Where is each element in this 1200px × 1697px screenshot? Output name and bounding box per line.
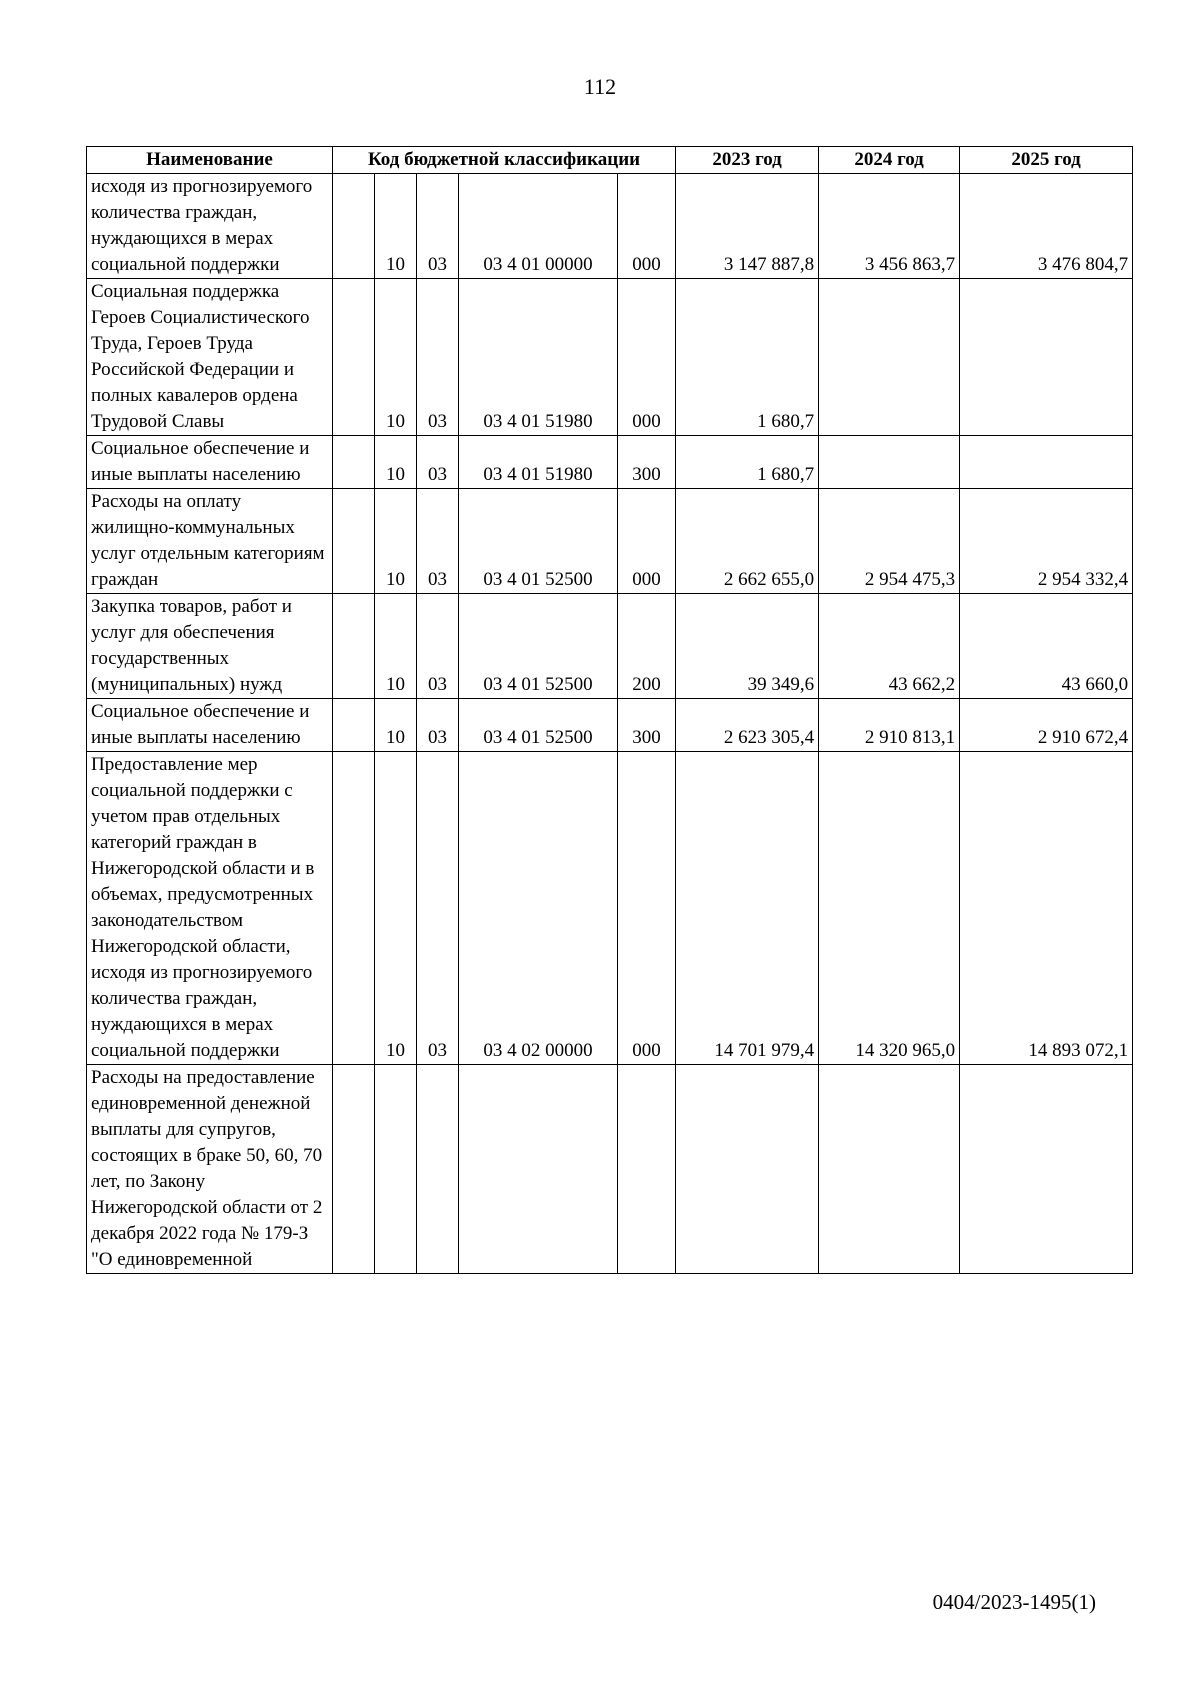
row-section: 10: [375, 174, 417, 279]
row-target-code: 03 4 01 52500: [459, 594, 618, 699]
table-row: [87, 752, 1133, 1065]
row-2024: [819, 279, 960, 436]
row-subsection: 03: [417, 752, 459, 1065]
row-2025: [960, 279, 1133, 436]
row-expense-type: 200: [618, 594, 676, 699]
row-code-1: [333, 489, 375, 594]
row-code-1: [333, 436, 375, 489]
row-section: 10: [375, 279, 417, 436]
row-target-code: [459, 1065, 618, 1274]
row-subsection: 03: [417, 699, 459, 752]
row-2024: 2 910 813,1: [819, 699, 960, 752]
row-expense-type: 300: [618, 699, 676, 752]
row-code-1: [333, 594, 375, 699]
table-row: [87, 436, 1133, 489]
row-target-code: 03 4 01 52500: [459, 699, 618, 752]
row-subsection: [417, 1065, 459, 1274]
row-target-code: 03 4 01 51980: [459, 436, 618, 489]
row-code-1: [333, 279, 375, 436]
header-name: Наименование: [87, 147, 333, 174]
row-2025: 2 910 672,4: [960, 699, 1133, 752]
table-row: [87, 279, 1133, 436]
row-2023: 39 349,6: [676, 594, 819, 699]
row-code-1: [333, 174, 375, 279]
row-expense-type: 000: [618, 752, 676, 1065]
table-row: [87, 489, 1133, 594]
header-code: Код бюджетной классификации: [333, 147, 676, 174]
row-2023: 2 623 305,4: [676, 699, 819, 752]
header-row: [87, 147, 1133, 174]
row-section: [375, 1065, 417, 1274]
row-expense-type: [618, 1065, 676, 1274]
row-subsection: 03: [417, 489, 459, 594]
row-name: Закупка товаров, работ и услуг для обеспечения государственных (муниципальных) нужд: [87, 594, 333, 699]
row-subsection: 03: [417, 279, 459, 436]
row-target-code: 03 4 01 51980: [459, 279, 618, 436]
row-name: Расходы на предоставление единовременной денежной выплаты для супругов, состоящих в браке 50, 60, 70 лет, по Закону Нижегородской области от 2 декабря 2022 года № 179-З "О единовременной: [87, 1065, 333, 1274]
table-row: [87, 699, 1133, 752]
row-code-1: [333, 752, 375, 1065]
row-2023: 1 680,7: [676, 279, 819, 436]
row-2024: 2 954 475,3: [819, 489, 960, 594]
row-name: исходя из прогнозируемого количества граждан, нуждающихся в мерах социальной поддержки: [87, 174, 333, 279]
budget-table: [86, 146, 1133, 1274]
row-section: 10: [375, 489, 417, 594]
row-2024: 43 662,2: [819, 594, 960, 699]
row-2025: [960, 1065, 1133, 1274]
table-row: [87, 1065, 1133, 1274]
row-2023: 1 680,7: [676, 436, 819, 489]
row-expense-type: 000: [618, 174, 676, 279]
header-2025: 2025 год: [960, 147, 1133, 174]
row-2024: 14 320 965,0: [819, 752, 960, 1065]
row-code-1: [333, 1065, 375, 1274]
row-name: Расходы на оплату жилищно-коммунальных услуг отдельным категориям граждан: [87, 489, 333, 594]
document-code: 0404/2023-1495(1): [932, 1590, 1096, 1614]
header-2024: 2024 год: [819, 147, 960, 174]
row-section: 10: [375, 594, 417, 699]
row-target-code: 03 4 01 00000: [459, 174, 618, 279]
row-section: 10: [375, 436, 417, 489]
row-2023: 2 662 655,0: [676, 489, 819, 594]
row-2024: [819, 436, 960, 489]
row-2023: 14 701 979,4: [676, 752, 819, 1065]
table-row: [87, 594, 1133, 699]
row-2025: 2 954 332,4: [960, 489, 1133, 594]
row-2025: [960, 436, 1133, 489]
row-code-1: [333, 699, 375, 752]
row-2023: [676, 1065, 819, 1274]
row-2025: 3 476 804,7: [960, 174, 1133, 279]
row-2024: 3 456 863,7: [819, 174, 960, 279]
row-expense-type: 000: [618, 279, 676, 436]
row-expense-type: 300: [618, 436, 676, 489]
row-name: Предоставление мер социальной поддержки с учетом прав отдельных категорий граждан в Нижегородской области и в объемах, предусмотренных законодательством Нижегородской области, исходя из прогнозируемого количества граждан, нуждающихся в мерах социальной поддержки: [87, 752, 333, 1065]
row-name: Социальная поддержка Героев Социалистического Труда, Героев Труда Российской Федерации и полных кавалеров ордена Трудовой Славы: [87, 279, 333, 436]
row-subsection: 03: [417, 436, 459, 489]
row-section: 10: [375, 752, 417, 1065]
header-2023: 2023 год: [676, 147, 819, 174]
row-name: Социальное обеспечение и иные выплаты населению: [87, 699, 333, 752]
row-name: Социальное обеспечение и иные выплаты населению: [87, 436, 333, 489]
row-2024: [819, 1065, 960, 1274]
row-2025: 14 893 072,1: [960, 752, 1133, 1065]
page-number: 112: [583, 74, 617, 99]
row-2023: 3 147 887,8: [676, 174, 819, 279]
row-expense-type: 000: [618, 489, 676, 594]
row-2025: 43 660,0: [960, 594, 1133, 699]
row-target-code: 03 4 02 00000: [459, 752, 618, 1065]
row-subsection: 03: [417, 174, 459, 279]
row-section: 10: [375, 699, 417, 752]
row-target-code: 03 4 01 52500: [459, 489, 618, 594]
row-subsection: 03: [417, 594, 459, 699]
table-row: [87, 174, 1133, 279]
